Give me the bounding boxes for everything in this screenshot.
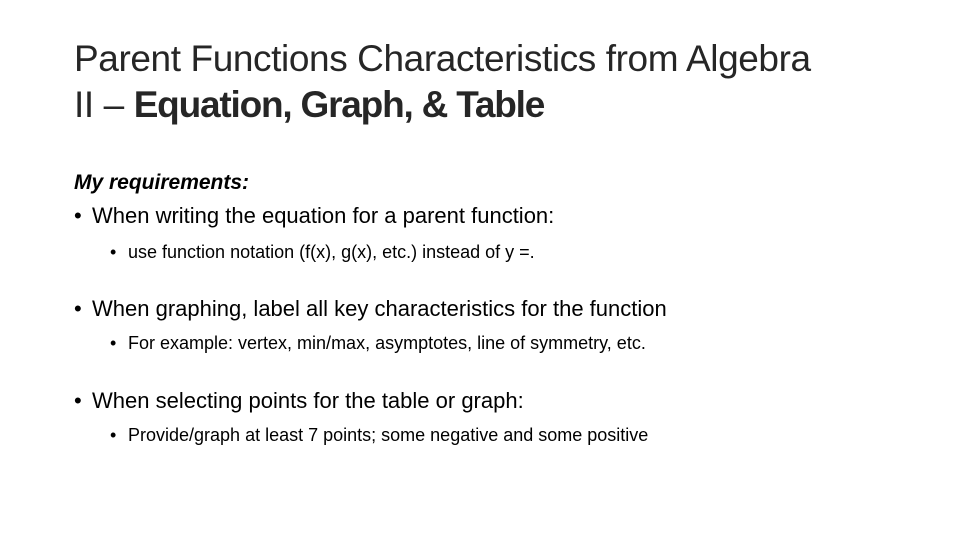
bullet-dot: • <box>74 203 82 228</box>
bullet-graphing <box>74 294 934 324</box>
bullet-dot: • <box>74 296 82 321</box>
sub-bullet-function-notation <box>74 239 934 265</box>
bullet-text: When writing the equation for a parent function: <box>92 203 555 228</box>
slide-title <box>74 36 934 128</box>
title-line-2-bold: Equation, Graph, & Table <box>133 84 545 125</box>
sub-bullet-text: use function notation (f(x), g(x), etc.) instead of y =. <box>128 242 535 262</box>
title-line-2-prefix: II – <box>74 84 134 125</box>
sub-bullet-seven-points <box>74 422 934 448</box>
bullet-dot: • <box>74 388 82 413</box>
sub-bullet-text: For example: vertex, min/max, asymptotes, line of symmetry, etc. <box>128 333 646 353</box>
sub-bullet-text: Provide/graph at least 7 points; some negative and some positive <box>128 425 649 445</box>
sub-bullet-dot: • <box>110 242 117 262</box>
slide-content <box>74 168 934 448</box>
sub-bullet-key-characteristics <box>74 330 934 356</box>
bullet-text: When graphing, label all key characteristics for the function <box>92 296 667 321</box>
bullet-equation <box>74 201 934 231</box>
bullet-text: When selecting points for the table or graph: <box>92 388 524 413</box>
sub-bullet-dot: • <box>110 333 117 353</box>
sub-bullet-dot: • <box>110 425 117 445</box>
title-line-2 <box>74 82 934 128</box>
requirements-heading: My requirements: <box>74 171 250 194</box>
title-line-1: Parent Functions Characteristics from Algebra <box>74 38 811 79</box>
bullet-selecting-points <box>74 386 934 416</box>
